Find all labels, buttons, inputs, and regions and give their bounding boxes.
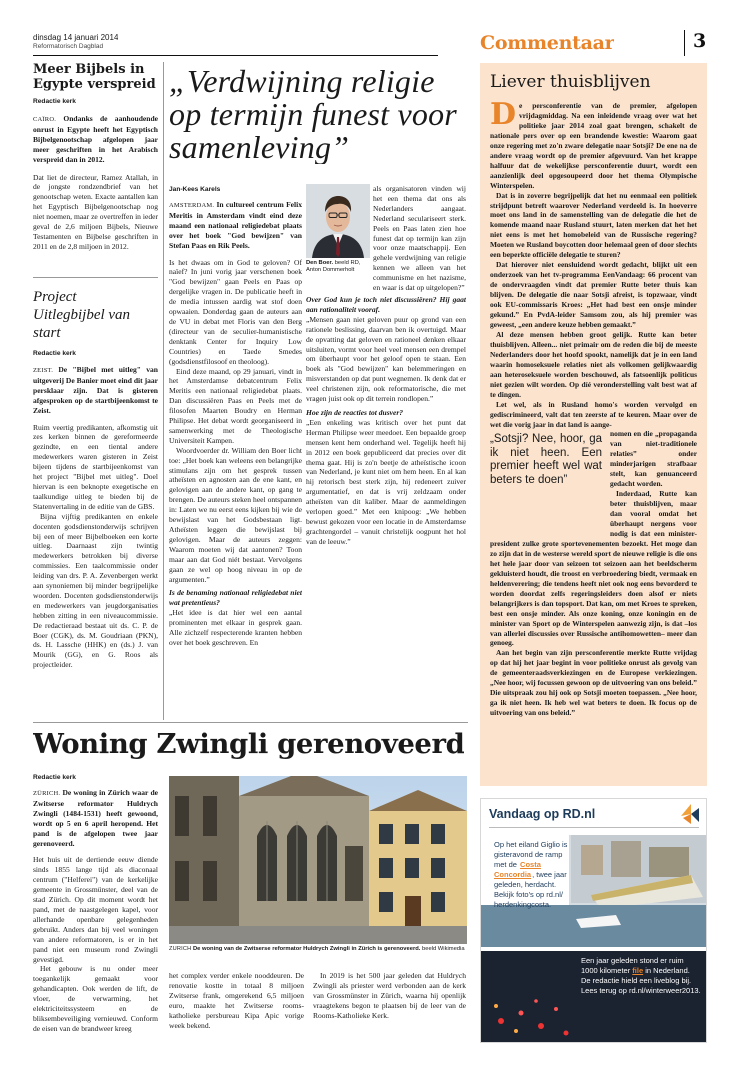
zwingli-photo-caption [169,946,467,953]
portrait-caption [306,260,370,275]
paragraph: In 2019 is het 500 jaar geleden dat Huldrych Zwingli als priester werd verbonden aan de kerk van Grossmünster in Zürich, waarna hij openlijk vraagtekens begon te plaatsen bij de leer van de Rooms-Katholieke Kerk. [313,971,466,1020]
costa-concordia-link[interactable]: Costa Concordia [494,860,541,879]
body-verdwijning-col2 [306,293,466,720]
rd-text: , twee jaar geleden, herdacht. Bekijk foto's op rd.nl/ herdenkingcosta. [494,870,567,909]
dateline: AMSTERDAM. [169,202,215,209]
paragraph: Dat hierover niet eensluidend wordt gedacht, blijkt uit een onderzoek van het tv-programma EenVandaag: 66 procent van de ondervraagden vindt dat premier Rutte beter thuis kan blijven. De delegatie die naar Sotsji afreist, is topzwaar, vindt ook EU-commissaris Kroes: „Het had best een onsje minder gekund.” En PvdA-leider Samsom zou, als hij premier was geweest, „een andere keuze hebben gemaakt.” [490,260,697,329]
paragraph: Let wel, als in Rusland homo's worden vervolgd en gediscrimineerd, valt dat ten zeerste af te keuren. Maar over de wet die vorig jaar in dat land is aange- [490,399,697,429]
rd-logo-graphic [679,802,701,826]
article-divider [33,277,158,278]
rd-item-file [581,956,701,996]
body-verdwijning-col1 [169,200,302,720]
rd-text: Een jaar geleden stond er ruim 1000 kilometer [581,956,684,975]
byline-verdwijning: Jan-Kees Karels [169,186,221,193]
paragraph: Dat liet de directeur, Ramez Atallah, in de jongste rondzendbrief van het genootschap weten. Exacte aantallen kan het Egyptisch Bijbelgenootschap nog niet noemen, maar ze overtreffen in ieder geval de 2,6 miljoen Bijbels, Nieuwe Testamenten en Bijbelse geschriften in 2011 en de 2,8 miljoen in 2012. [33,172,158,251]
body-verdwijning-col2-top [373,184,466,294]
zwingli-house-photo [169,776,467,944]
rd-title-rule [489,827,699,828]
lead-paragraph: De "Bijbel met uitleg" van uitgeverij De Banier moet eind dit jaar persklaar zijn. Dat is gisteren afgesproken op de startbijeenkomst te Zeist. [33,365,158,415]
portrait-photo [306,184,370,258]
commentary-box [480,63,707,786]
paragraph: Al deze mensen hebben groot gelijk. Rutte kan beter thuisblijven. Alleen... niet primair om de reden die bij de meeste Nederlanders door het hoofd spookt, namelijk dat je in een land waarin homoseksuele relaties niet als volkomen gelijkwaardig aan heteroseksuele worden beschouwd, als fatsoenlijk politicus niet gezien wilt worden. Op díé veronderstelling valt best wat af te dingen. [490,329,697,399]
section-title: Commentaar [480,32,615,54]
rd-text: in Nederland. De redactie hield een liveblog bij. Lees terug op rd.nl/winterweer2013. [581,966,701,995]
caption-credit: beeld RD, Anton Dommerholt [306,260,361,274]
paragraph: Het gebouw is nu onder meer toegankelijk gemaakt voor gehandicapten. Ook werden de lift, de vloer, de verwarming, het elektriciteitssysteem en de bliksembeveiliging vernieuwd. Conform de eisen van de brandweer kreeg [33,964,158,1033]
dateline: ZEIST. [33,367,54,374]
paragraph: Inderdaad, Rutte kan beter thuisblijven, maar dan vooral omdat het überhaupt nergens voor nodig is dat een minister-president zulke grote sportevenementen bezoekt. Het moge dan zo zijn dat in de westerse wereld sport de nieuwe religie is die ons het hele jaar door van seizoen tot seizoen aan het beeldscherm gekluisterd houdt, die troost en verbroedering biedt, vermaak en heldenverering; die tendens heeft niet ook nog eens bevorderd te worden doordat zelfs regeringsleiders doen alsof er niets belangrijkers is dan topsport. Dat kan, om met Kroes te spreken, best een onsje minder. Als onze koning, onze koningin en de minister van Sport op de Winterspelen aanwezig zijn, is dat –los van allerlei discussies over Russische antihomowetten– meer dan genoeg. [490,489,697,648]
pull-quote: „Sotsji? Nee, hoor, ga ik niet heen. Een premier heeft wel wat beters te doen” [490,433,602,486]
pull-quote-box [490,433,602,527]
article-bijbels-egypte [33,62,158,252]
byline-bijbels: Redactie kerk [33,98,76,105]
rd-box-title: Vandaag op RD.nl [489,807,596,821]
lead-paragraph: In cultureel centrum Felix Meritis in Amsterdam vindt eind deze maand een nationaal religiedebat plaats over het boek "God bewijzen" van Stefan Paas en Rik Peels. [169,200,302,250]
body-zwingli-col1 [33,788,158,1046]
body-zwingli-col2 [169,971,304,1046]
paragraph: Eind deze maand, op 29 januari, vindt in het Amsterdamse debatcentrum Felix Meritis een nationaal religiedebat plaats. Dan discussiëren Paas en Peels met de filosofen Maarten Boudry en Herman Philipse. Het debat wordt georganiseerd in samenwerking met de Theologische Universiteit Kampen. [169,366,302,445]
file-link[interactable]: file [632,966,644,975]
byline-uitlegbijbel: Redactie kerk [33,350,76,357]
dateline: CAÏRO. [33,116,57,123]
caption-place: ZÜRICH [169,946,192,952]
lead-paragraph: De woning in Zürich waar de Zwitserse reformator Huldrych Zwingli (1484-1531) heeft gewoond, wordt op 5 en 6 april heropend. Het pand is de afgelopen twee jaar gerenoveerd. [33,788,158,848]
dateline: ZÜRICH. [33,790,61,797]
paragraph: Het huis uit de dertiende eeuw diende sinds 1855 lange tijd als diaconaal centrum ("Helferei") van de kerkelijke gemeente in Grossmünster, deel van de stad Zürich. Op dit moment wordt het pand, met de naastgelegen kapel, voor allerhande openbare gelegenheden gebruikt. Anders dan bij veel woningen van andere reformatoren, is er in het pand niet een museum rond Zwingli gevestigd. [33,855,158,964]
paragraph: Dat is in zoverre begrijpelijk dat het nu eenmaal een politiek strijdpunt betreft waarover Nederland verdeeld is. In hoeverre moet ons land in de samenstelling van de delegatie die het de komende maand naar Rusland stuurt, laten merken dat het het niet eens is met het homobeleid van de Russische regering? Moeten we Rusland boycotten door helemaal geen of door slechts een beperkte officiële delegatie te sturen? [490,190,697,260]
lead-paragraph: Ondanks de aanhoudende onrust in Egypte heeft het Egyptisch Bijbelgenootschap afgelopen jaar meer geschriften in het Arabisch verspreid dan in 2012. [33,114,158,164]
body-uitlegbijbel [33,365,158,670]
article-uitlegbijbel [33,288,158,718]
column-divider [163,62,164,720]
paragraph: Aan het begin van zijn persconferentie merkte Rutte vrijdag op dat hij het jaar begint in voor politieke onrust als gevolg van de gemeenteraadsverkiezingen en de Europese verkiezingen. „Nee hoor, wij focussen gewoon op de uitvoering van ons beleid.” Die uitspraak zou hij ook op Sotsji moeten toepassen. „Nee hoor, ga ik niet heen. Ik heb wel wat beters te doen. Ik focus op de uitvoering van ons beleid.” [490,648,697,718]
paragraph: het complex verder enkele nooddeuren. De renovatie kostte in totaal 8 miljoen Zwitserse frank, omgerekend 6,5 miljoen euro, maakte het Zwitserse rooms-katholieke persbureau Kipa Apic vorige week bekend. [169,971,304,1030]
rd-item-costa [494,840,576,910]
body-zwingli-col3 [313,971,466,1046]
paragraph: nomen en die „propaganda van niet-traditionele relaties” onder minderjarigen strafbaar stelt, kan genuanceerd gedacht worden. [610,429,697,489]
body-bijbels [33,114,158,252]
commentary-body [490,97,697,718]
paragraph: „Het idee is dat hier wel een aantal prominenten met elkaar in gesprek gaan. Alle zichzelf respecterende kranten hebben over het boek geschreven. En [169,608,302,647]
headline-zwingli: Woning Zwingli gerenoveerd [33,728,465,760]
paragraph: „Mensen gaan niet geloven puur op grond van een rationele beslissing, daarvan ben ik overtuigd. Maar de opvatting dat geloven en rationeel denken elkaar uitsluiten, vormt voor heel veel mensen een drempel om überhaupt voor het geloof open te staan. Een boek als "God bewijzen" kan belemmeringen en misverstanden op dat punt wegnemen. Ik denk dat er veel christenen zijn, ook reformatorische, die met vragen juist ook op dit terrein rondlopen.” [306,314,466,404]
rd-online-box [480,798,707,1043]
headline-uitlegbijbel: Project Uitlegbijbel van start [33,289,131,341]
drop-cap: D [490,97,517,132]
page-number: 3 [684,30,706,56]
headline-verdwijning: „Verdwijning religie op termijn funest voor samenleving” [169,65,457,164]
byline-zwingli: Redactie kerk [33,774,76,781]
header-rule [33,55,438,56]
paragraph: Ruim veertig predikanten, afkomstig uit zes kerken binnen de gereformeerde gezindte, en een tiental andere medewerkers waren gisteren in Zeist bijeen tijdens de startbijeenkomst van het project "Bijbel met uitleg". Doel hiervan is een beknopte exegetische en taalkundige uitleg te bieden bij de Statenvertaling in de editie van de GBS. [33,422,158,511]
section-divider [33,722,468,723]
paragraph: e persconferentie van de premier, afgelopen vrijdagmiddag. Na een inleidende vraag over wat het politieke jaar 2014 zoal gaat brengen, schakelt de nationale pers over op een brandende kwestie: Waarom gaat onze regering met zo'n zware delegatie naar Sotsji? De ene na de andere vraag wordt op de premier afgevuurd. Van het krappe halfuur dat de wekelijkse persconferentie duurt, wordt een aanzienlijk deel opgesoupeerd door het thema Olympische Winterspelen. [490,101,697,190]
interview-question: Over God kun je toch niet discussiëren? Hij gaat aan rationaliteit vooraf. [306,295,466,314]
paragraph: Woordvoerder dr. William den Boer licht toe: „Het boek kan weleens een belangrijke stimulans zijn om het gesprek tussen atheïsten en agnosten aan de ene kant, en gelovigen aan de andere kant, op gang te brengen. De auteurs steken heel ontspannen in: Laten we nu eerst eens kijken bij wie de bewijslast van het Godsbestaan ligt. Atheïsten leggen die bewijslast bij gelovigen. Maar de auteurs zeggen: Waarom moeten wij dat aantonen? Toon maar aan dat God niét bestaat. Vervolgens gaan ze wel op hoog niveau in op de argumenten.” [169,445,302,584]
interview-question: Is de benaming nationaal religiedebat niet wat pretentieus? [169,588,302,608]
rd-logo-icon [679,802,701,826]
newspaper-name: Reformatorisch Dagblad [33,43,104,50]
paragraph: Is het dwaas om in God te geloven? Of naïef? In juni vorig jaar verschenen boek "God bewijzen" gaan Peels en Paas op dergelijke vragen in. De publicatie heeft in de media intussen aardig wat stof doen opwaaien. Donderdag gaan de auteurs aan de VU in debat met Floris van den Berg (directeur van de seculier-humanistische denktank Center for Inquiry Low Countries) en Taede Smedes (godsdienstfilosoof en theoloog). [169,257,302,366]
headline-bijbels: Meer Bijbels in Egypte verspreid [33,62,156,92]
interview-question: Hoe zijn de reacties tot dusver? [306,407,404,417]
caption-name: Den Boer. [306,260,334,266]
caption-text: De woning van de Zwitserse reformator Huldrych Zwingli in Zürich is gerenoveerd. [192,946,421,952]
caption-credit: beeld Wikimedia [422,946,465,952]
paragraph: Bijna vijftig predikanten en enkele docenten godsdienstonderwijs schrijven bij een of meer Bijbelboeken een korte uitleg. Daarnaast zijn twintig medewerkers betrokken bij diverse commissies. Een taalcommissie onder leiding van drs. P. A. Zevenbergen werkt aan synoniemen bij minder begrijpelijke woorden. Docenten godsdienstonderwijs en medewerkers van jeugdorganisaties hebben zitting in een niveaucommissie. De redactieraad bestaat uit ds. C. P. de Boer (CGK), ds. M. Goudriaan (PKN), ds. H. Lassche (HHK) en (ds.) J. van Mourik (GG), en G. Roos als projectleider. [33,511,158,670]
paragraph: „Een enkeling was kritisch over het punt dat Herman Philipse weer meedoet. Een bepaalde groep mensen kent hem onderhand wel. Tegelijk heeft hij in 2012 een boek gepubliceerd dat precies over dit thema gaat. Hij is zo'n beetje de atheïstische icoon van Nederland, je kunt niet om hem heen. En al kan hij retorisch best sterk zijn, hij redeneert zuiver argumentatief, en dat is vrij zeldzaam onder atheïsten van dit kaliber. Maar de aanmeldingen verlopen goed.” Met een knipoog: „We hebben bewust gekozen voor een locatie in de Amsterdamse grachtengordel – vanuit christelijk oogpunt het hol van de leeuw.” [306,417,466,546]
paragraph: als organisatoren vinden wij het een thema dat ons als Nederlanders aangaat. Nederland seculariseert sterk. Peels en Paas laten zien hoe funest dat op termijn kan zijn voor onze maatschappij. Een gehele verdwijning van religie kennen we alleen van het communisme en het nazisme, en waar is dat op uitgelopen?” [373,184,466,293]
rd-text: Op het eiland Giglio is gisteravond de ramp met de [494,840,568,869]
issue-date: dinsdag 14 januari 2014 [33,33,119,42]
commentary-title: Liever thuisblijven [490,72,651,92]
portrait-den-boer [306,184,370,258]
zwingli-house-image [169,776,467,944]
